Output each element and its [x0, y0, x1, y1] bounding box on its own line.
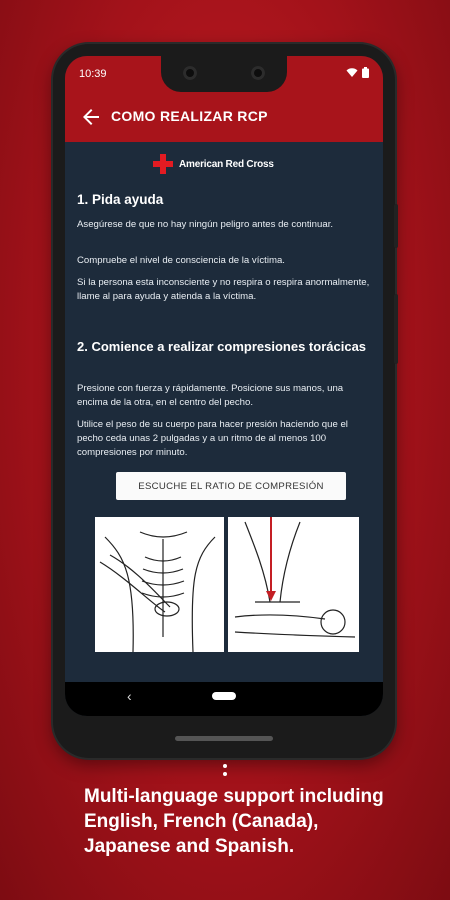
nav-home-icon[interactable] — [212, 692, 236, 700]
front-sensor-icon — [251, 66, 265, 80]
listen-compression-ratio-button[interactable]: ESCUCHE EL RATIO DE COMPRESIÓN — [116, 472, 346, 500]
camera-notch — [161, 56, 287, 92]
tagline — [84, 784, 384, 859]
red-cross-icon — [153, 154, 173, 174]
app-bar — [65, 92, 383, 142]
navigation-bar — [65, 682, 383, 716]
pager-dots-icon — [222, 764, 228, 778]
step-1-paragraph-3: Si la persona esta inconsciente y no respira o respira anormalmente, llame al para ayuda y atienda a la víctima. — [77, 277, 370, 302]
step-2-paragraph-1: Presione con fuerza y rápidamente. Posicione sus manos, una encima de la otra, en el centro del pecho. — [77, 383, 344, 408]
cpr-illustration — [95, 517, 359, 652]
step-2-paragraph-2: Utilice el peso de su cuerpo para hacer presión haciendo que el pecho ceda unas 2 pulgadas y a un ritmo de al menos 100 compresiones por minuto. — [77, 419, 348, 458]
power-button — [394, 204, 398, 248]
tagline-line-2: English, French (Canada), — [84, 811, 319, 832]
step-2-heading: 2. Comience a realizar compresiones torácicas — [77, 339, 367, 354]
cpr-content — [65, 142, 383, 682]
status-time: 10:39 — [79, 68, 107, 80]
step-1-heading: 1. Pida ayuda — [77, 192, 164, 207]
wifi-icon — [346, 68, 358, 78]
phone-frame — [53, 44, 395, 758]
page-title: COMO REALIZAR RCP — [111, 108, 268, 124]
nav-back-icon[interactable]: ‹ — [127, 688, 132, 704]
volume-button — [394, 294, 398, 364]
brand-name: American Red Cross — [179, 158, 274, 170]
step-1-paragraph-1: Asegúrese de que no hay ningún peligro antes de continuar. — [77, 219, 334, 230]
battery-icon — [362, 67, 369, 78]
front-camera-icon — [183, 66, 197, 80]
phone-chin-speaker — [175, 736, 273, 741]
tagline-line-3: Japanese and Spanish. — [84, 836, 295, 857]
arrow-left-icon[interactable] — [79, 105, 103, 129]
phone-screen — [65, 56, 383, 716]
red-cross-logo — [153, 154, 274, 174]
tagline-line-1: Multi-language support including — [84, 786, 384, 807]
status-icons — [346, 67, 369, 78]
step-1-paragraph-2: Compruebe el nivel de consciencia de la víctima. — [77, 255, 285, 266]
